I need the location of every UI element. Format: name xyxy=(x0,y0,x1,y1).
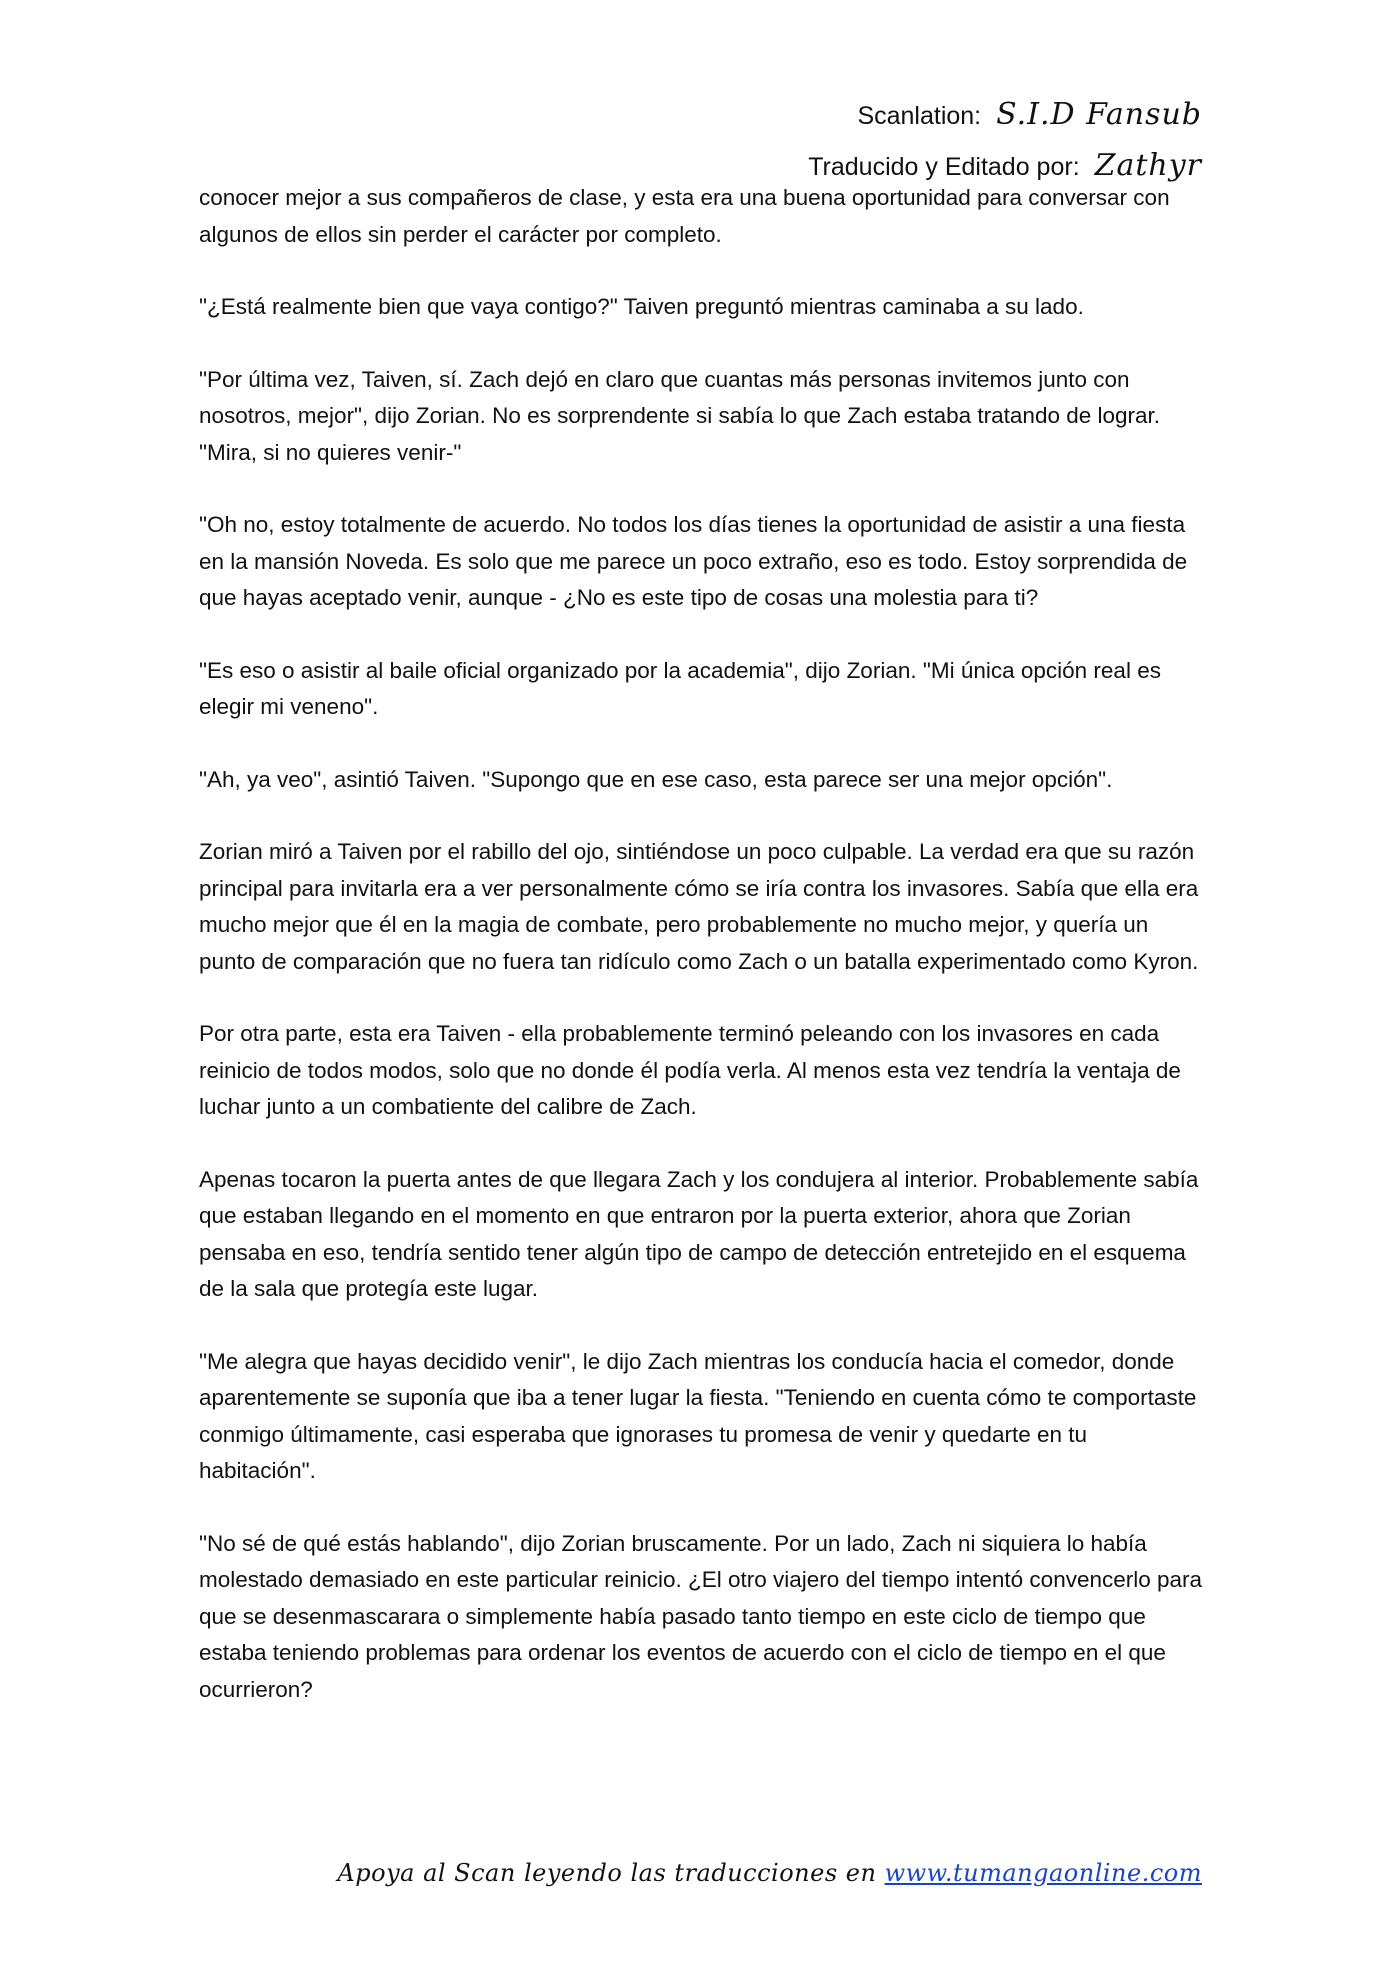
scanlation-label: Scanlation: xyxy=(857,102,982,130)
translator-name: Zathyr xyxy=(1094,148,1202,183)
body-text xyxy=(199,180,1203,1744)
paragraph: Por otra parte, esta era Taiven - ella probablemente terminó peleando con los invasores en cada reinicio de todos modos, solo que no donde él podía verla. Al menos esta vez tendría la ventaja de luchar junto a un combatiente del calibre de Zach. xyxy=(199,1021,1181,1119)
paragraph: Zorian miró a Taiven por el rabillo del ojo, sintiéndose un poco culpable. La verdad era que su razón principal para invitarla era a ver personalmente cómo se iría contra los invasores. Sabía que ella era mucho mejor que él en la magia de combate, pero probablemente no mucho mejor, y quería un punto de comparación que no fuera tan ridículo como Zach o un batalla experimentado como Kyron. xyxy=(199,839,1199,974)
paragraph: "Oh no, estoy totalmente de acuerdo. No todos los días tienes la oportunidad de asistir a una fiesta en la mansión Noveda. Es solo que me parece un poco extraño, eso es todo. Estoy sorprendida de que hayas aceptado venir, aunque - ¿No es este tipo de cosas una molestia para ti? xyxy=(199,512,1188,610)
paragraph: "Me alegra que hayas decidido venir", le dijo Zach mientras los conducía hacia el comedor, donde aparentemente se suponía que iba a tener lugar la fiesta. "Teniendo en cuenta cómo te comportaste conmigo últimamente, casi esperaba que ignorases tu promesa de venir y quedarte en tu habitación". xyxy=(199,1348,1197,1483)
paragraph: conocer mejor a sus compañeros de clase, y esta era una buena oportunidad para conversar con algunos de ellos sin perder el carácter por completo. xyxy=(199,185,1170,247)
footer-link[interactable]: www.tumangaonline.com xyxy=(884,1859,1202,1887)
scanlation-credit xyxy=(808,90,1202,141)
paragraph: Apenas tocaron la puerta antes de que llegara Zach y los condujera al interior. Probablemente sabía que estaban llegando en el momento en que entraron por la puerta exterior, ahora que Zorian pensaba en eso, tendría sentido tener algún tipo de campo de detección entretejido en el esquema de la sala que protegía este lugar. xyxy=(199,1166,1199,1301)
scanlation-name: S.I.D Fansub xyxy=(996,97,1202,132)
translator-label: Traducido y Editado por: xyxy=(808,153,1080,181)
paragraph: "¿Está realmente bien que vaya contigo?" Taiven preguntó mientras caminaba a su lado. xyxy=(199,294,1084,319)
paragraph: "Es eso o asistir al baile oficial organizado por la academia", dijo Zorian. "Mi única opción real es elegir mi veneno". xyxy=(199,657,1161,719)
paragraph: "No sé de qué estás hablando", dijo Zorian bruscamente. Por un lado, Zach ni siquiera lo había molestado demasiado en este particular reinicio. ¿El otro viajero del tiempo intentó convencerlo para que se desenmascarara o simplemente había pasado tanto tiempo en este ciclo de tiempo que estaba teniendo problemas para ordenar los eventos de acuerdo con el ciclo de tiempo en el que ocurrieron? xyxy=(199,1530,1203,1702)
credits-header xyxy=(808,90,1202,192)
footer-note xyxy=(337,1859,1202,1887)
paragraph: "Por última vez, Taiven, sí. Zach dejó en claro que cuantas más personas invitemos junto con nosotros, mejor", dijo Zorian. No es sorprendente si sabía lo que Zach estaba tratando de lograr. "Mira, si no quieres venir-" xyxy=(199,366,1161,465)
paragraph: "Ah, ya veo", asintió Taiven. "Supongo que en ese caso, esta parece ser una mejor opción". xyxy=(199,766,1113,792)
footer-text: Apoya al Scan leyendo las traducciones en xyxy=(337,1859,877,1887)
